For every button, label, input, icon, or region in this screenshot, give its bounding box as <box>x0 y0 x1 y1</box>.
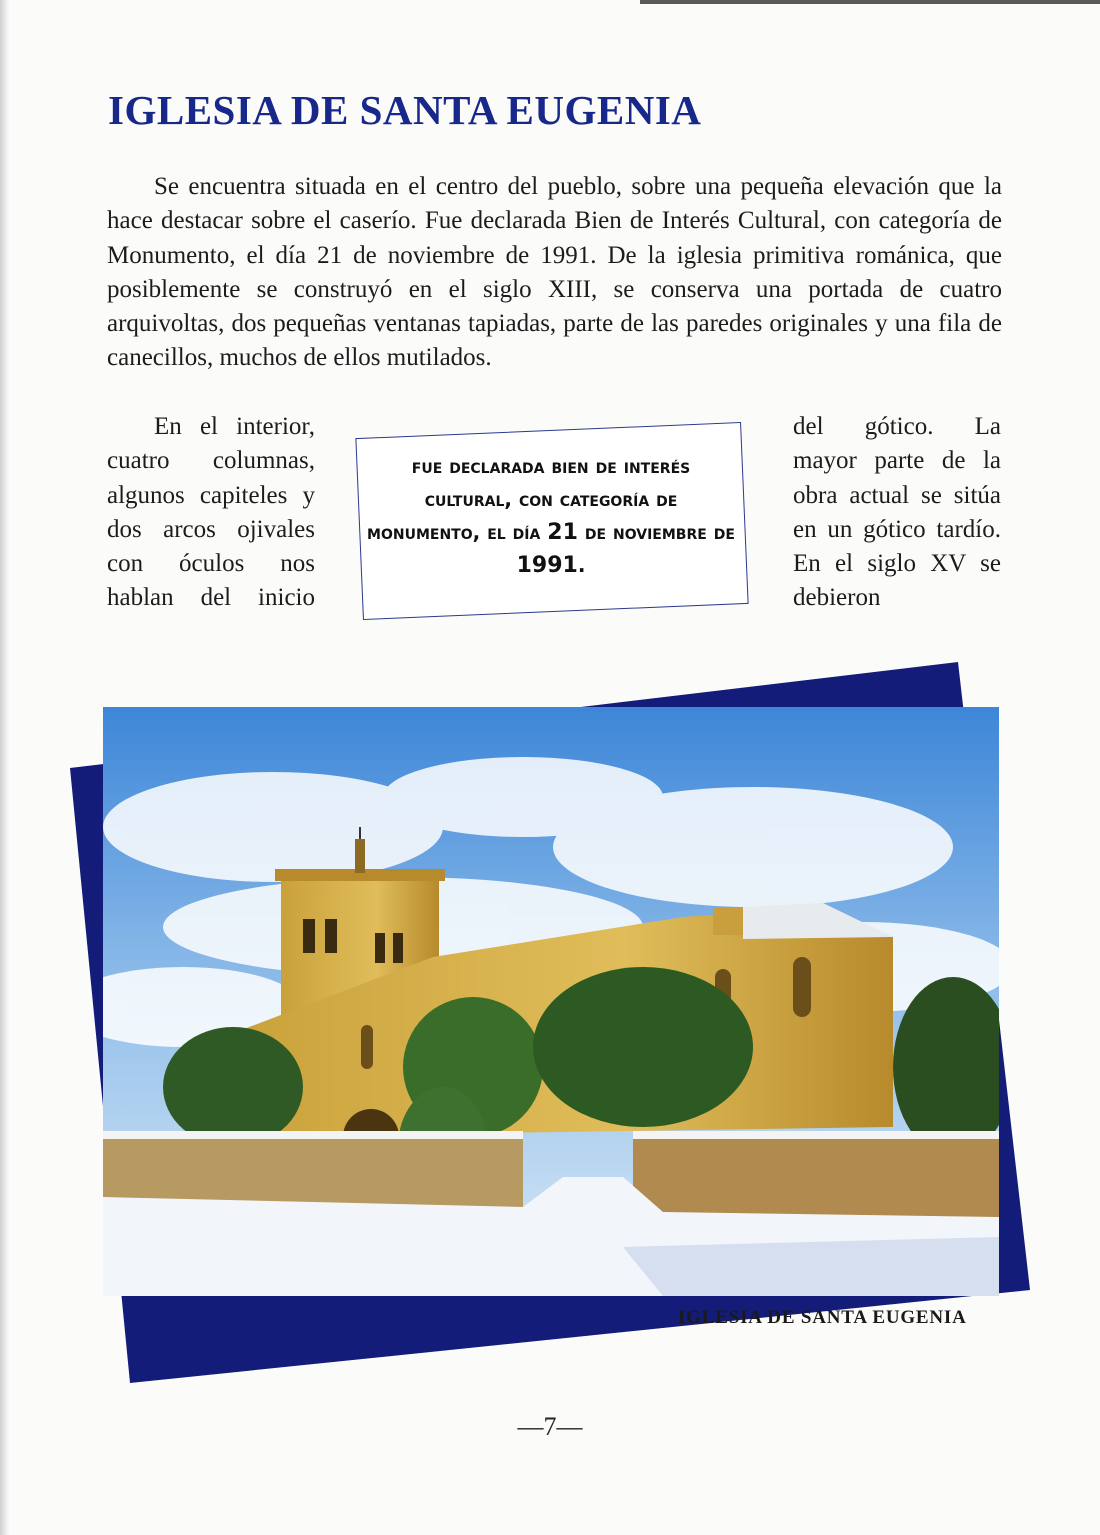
photo-caption: IGLESIA DE SANTA EUGENIA <box>678 1307 967 1328</box>
intro-paragraph: Se encuentra situada en el centro del pueblo, sobre una pequeña elevación que la hace destacar sobre el caserío. Fue declarada Bien de Interés Cultural, con categoría de Monumento, el día 21 de noviembre de 1991. De la iglesia primitiva románica, que posiblemente se construyó en el siglo XIII, se conserva una portada de cuatro arquivoltas, dos pequeñas ventanas tapiadas, parte de las paredes originales y una fila de canecillos, muchos de ellos mutilados. <box>107 173 1002 372</box>
page-title: IGLESIA DE SANTA EUGENIA <box>108 87 702 133</box>
pull-quote-year: 1991 <box>516 553 578 578</box>
right-column-text: del gótico. La mayor parte de la obra actual se sitúa en un gótico tardío. En el siglo XV se debieron <box>793 413 1001 612</box>
pull-quote-day: 21 <box>547 520 578 545</box>
left-column-text: En el interior, cuatro columnas, algunos capiteles y dos arcos ojivales con óculos nos hablan del inicio <box>107 413 315 612</box>
church-photo-illustration <box>103 707 999 1296</box>
pull-quote-part2: de noviembre de <box>577 520 735 544</box>
church-photograph <box>103 707 999 1296</box>
page-number: —7— <box>517 1412 583 1441</box>
pull-quote-part3: . <box>577 553 586 577</box>
pull-quote-part1: fue declarada bien de interés cultural, con categoría de monumento, el día <box>367 454 691 544</box>
